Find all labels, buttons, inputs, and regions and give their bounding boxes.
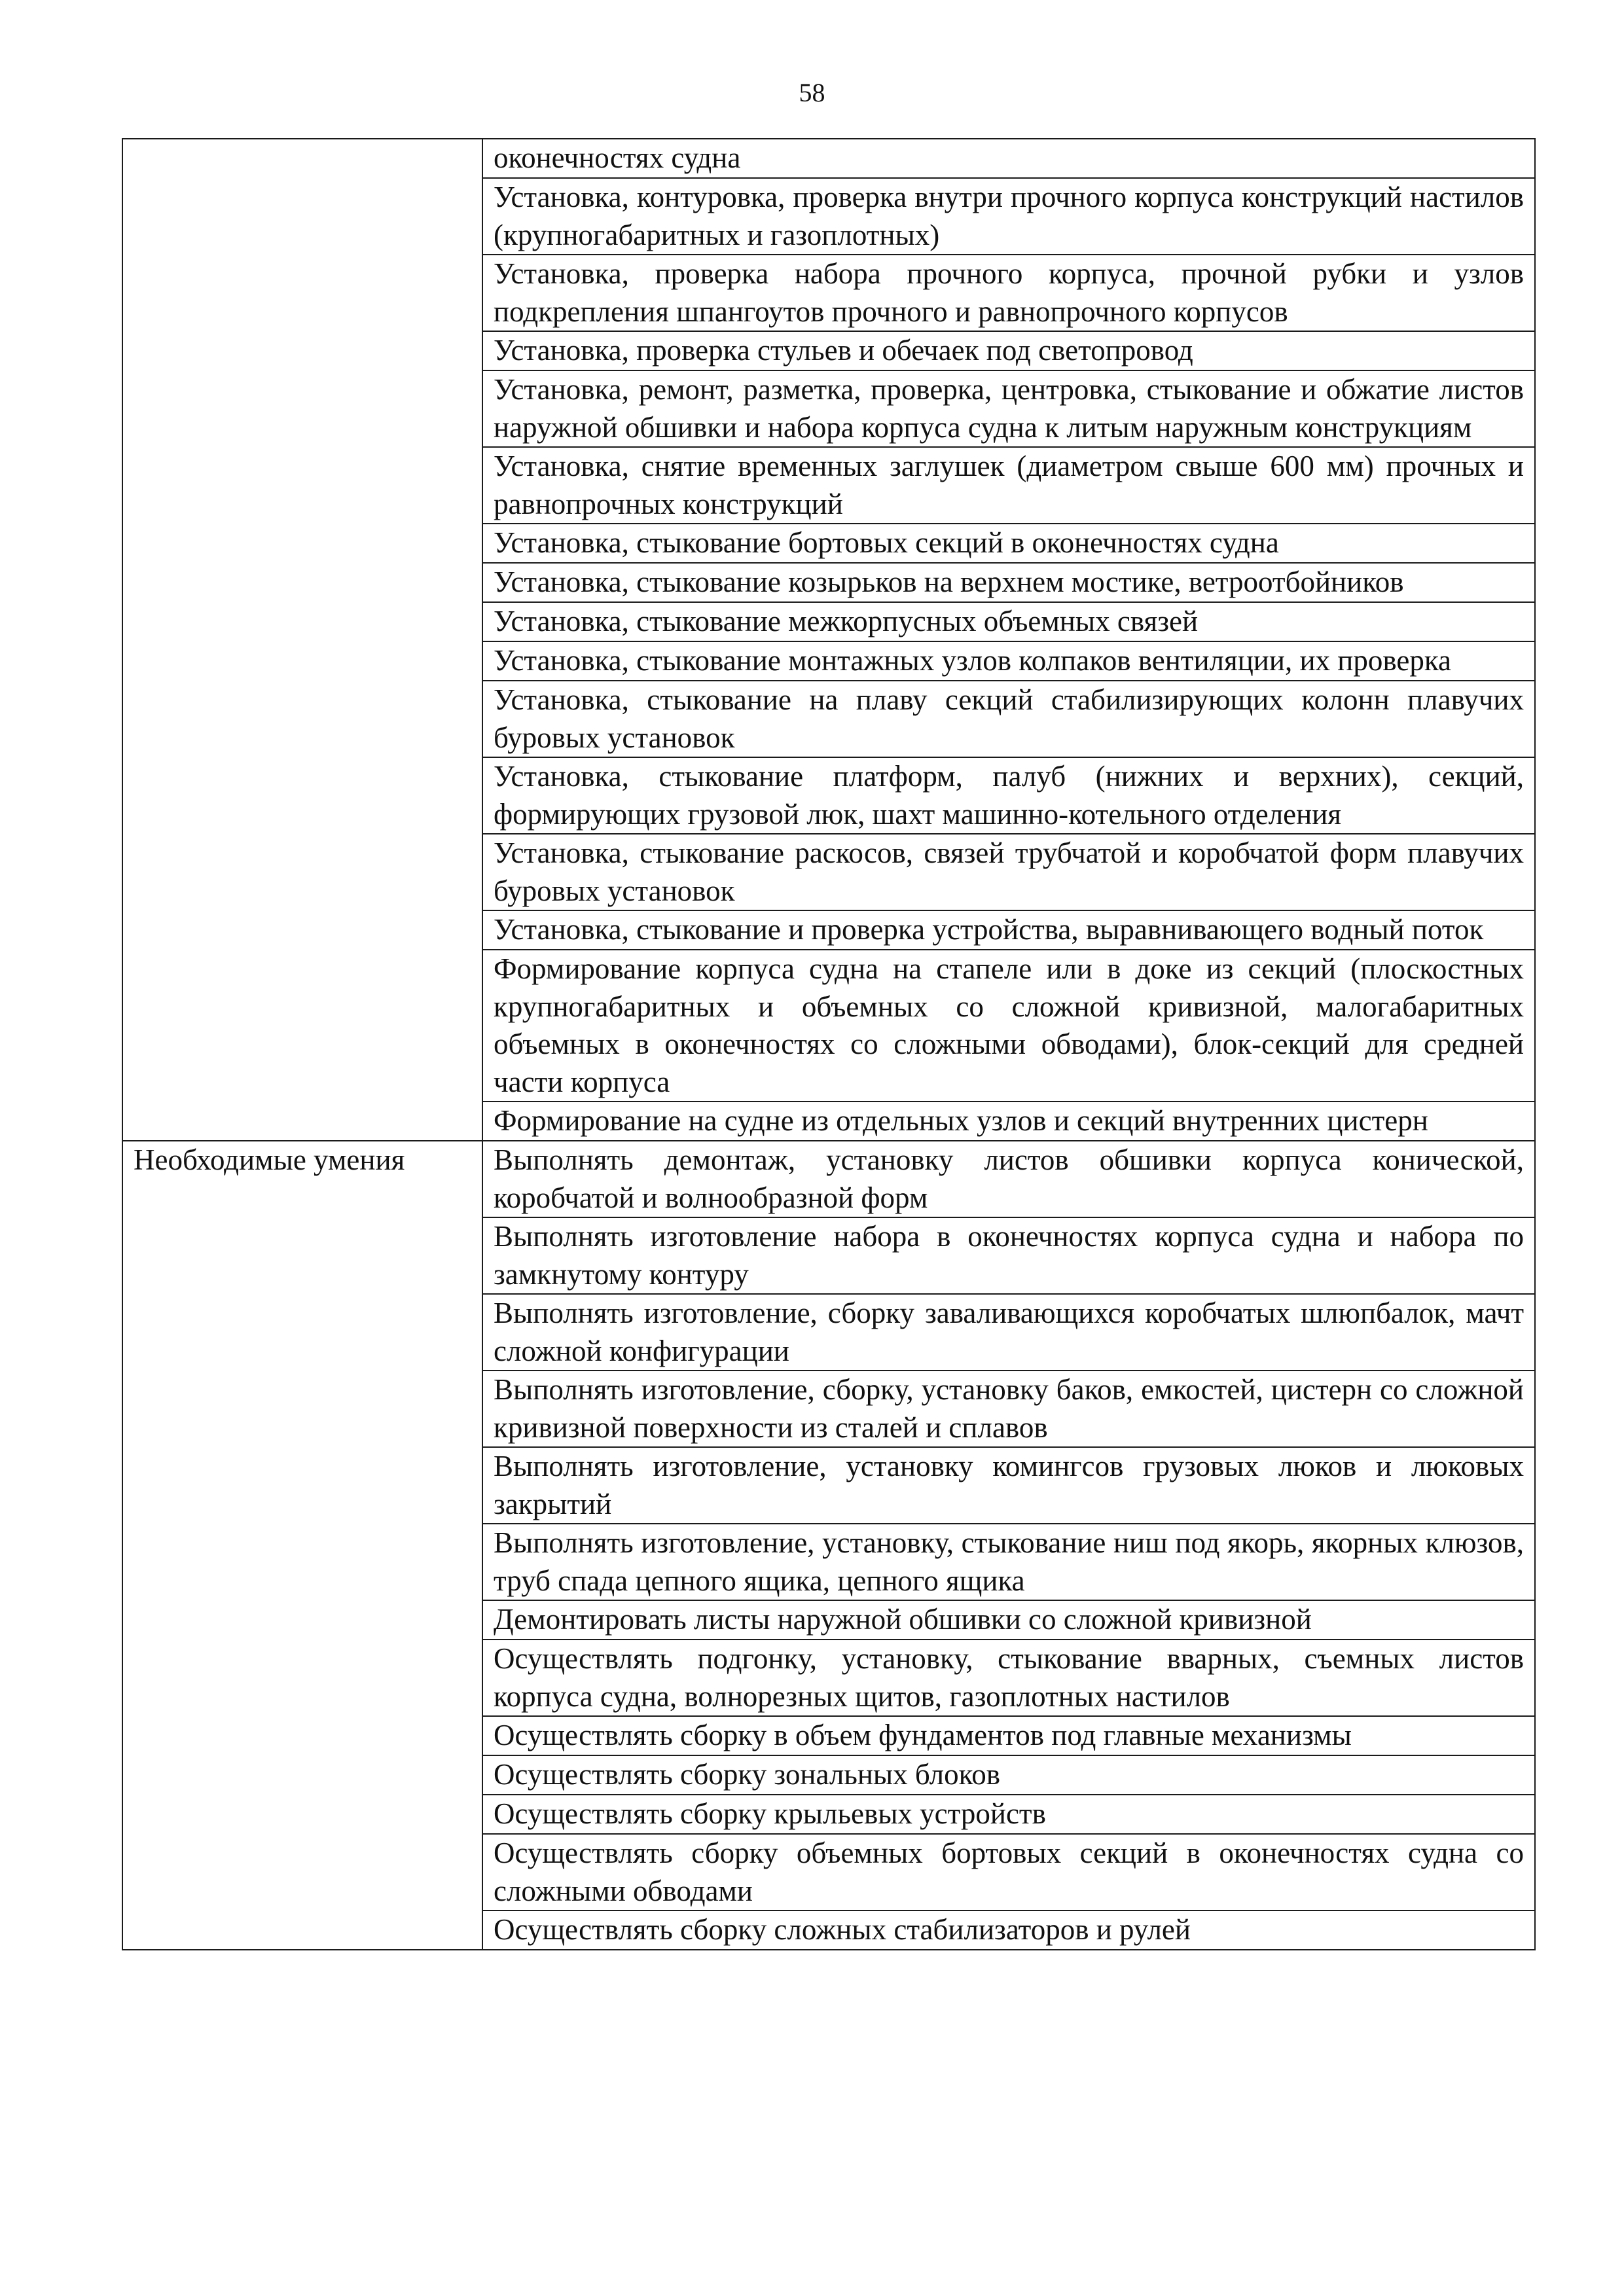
requirement-cell: Установка, стыкование платформ, палуб (нижних и верхних), секций, формирующих грузовой люк, шахт машинно-котельного отделения [482,757,1535,834]
table-row [122,139,1535,178]
requirement-cell: Установка, снятие временных заглушек (диаметром свыше 600 мм) прочных и равнопрочных конструкций [482,447,1535,524]
requirement-cell: Установка, стыкование на плаву секций стабилизирующих колонн плавучих буровых установок [482,681,1535,757]
requirement-cell: Осуществлять сборку объемных бортовых секций в оконечностях судна со сложными обводами [482,1834,1535,1910]
requirement-cell: Выполнять изготовление, сборку, установку баков, емкостей, цистерн со сложной кривизной поверхности из сталей и сплавов [482,1371,1535,1447]
requirement-cell: Установка, проверка стульев и обечаек под светопровод [482,331,1535,370]
requirement-cell: Формирование на судне из отдельных узлов и секций внутренних цистерн [482,1102,1535,1141]
requirement-cell: Установка, стыкование и проверка устройства, выравнивающего водный поток [482,910,1535,950]
requirement-cell: Выполнять демонтаж, установку листов обшивки корпуса конической, коробчатой и волнообразной форм [482,1141,1535,1217]
requirement-cell: Установка, проверка набора прочного корпуса, прочной рубки и узлов подкрепления шпангоутов прочного и равнопрочного корпусов [482,255,1535,331]
table-row [122,1141,1535,1217]
requirement-cell: Выполнять изготовление набора в оконечностях корпуса судна и набора по замкнутому контуру [482,1217,1535,1294]
page-number: 58 [799,78,825,107]
requirement-cell: Установка, стыкование межкорпусных объемных связей [482,602,1535,641]
requirement-cell: Выполнять изготовление, сборку заваливающихся коробчатых шлюпбалок, мачт сложной конфигурации [482,1294,1535,1371]
requirement-cell: Установка, стыкование козырьков на верхнем мостике, ветроотбойников [482,563,1535,602]
requirement-cell: Формирование корпуса судна на стапеле или в доке из секций (плоскостных крупногабаритных и объемных со сложной кривизной, малогабаритных объемных в оконечностях со сложными обводами), блок-секций для средней части корпуса [482,950,1535,1102]
section-label-cell: Необходимые умения [122,1141,482,1950]
requirement-cell: оконечностях судна [482,139,1535,178]
requirement-cell: Демонтировать листы наружной обшивки со сложной кривизной [482,1600,1535,1640]
requirement-cell: Осуществлять сборку в объем фундаментов под главные механизмы [482,1716,1535,1755]
requirement-cell: Осуществлять сборку зональных блоков [482,1755,1535,1795]
requirement-cell: Установка, стыкование раскосов, связей трубчатой и коробчатой форм плавучих буровых установок [482,834,1535,910]
requirement-cell: Осуществлять подгонку, установку, стыкование вварных, съемных листов корпуса судна, волнорезных щитов, газоплотных настилов [482,1640,1535,1716]
requirement-cell: Установка, контуровка, проверка внутри прочного корпуса конструкций настилов (крупногабаритных и газоплотных) [482,178,1535,255]
requirement-cell: Осуществлять сборку крыльевых устройств [482,1795,1535,1834]
requirement-cell: Выполнять изготовление, установку, стыкование ниш под якорь, якорных клюзов, труб спада цепного ящика, цепного ящика [482,1524,1535,1600]
requirement-cell: Установка, стыкование бортовых секций в оконечностях судна [482,524,1535,563]
requirement-cell: Осуществлять сборку сложных стабилизаторов и рулей [482,1910,1535,1950]
requirement-cell: Установка, стыкование монтажных узлов колпаков вентиляции, их проверка [482,641,1535,681]
table-body [122,139,1535,1950]
requirements-table [122,138,1536,1950]
requirement-cell: Установка, ремонт, разметка, проверка, центровка, стыкование и обжатие листов наружной обшивки и набора корпуса судна к литым наружным конструкциям [482,370,1535,447]
section-label-cell [122,139,482,1141]
requirement-cell: Выполнять изготовление, установку комингсов грузовых люков и люковых закрытий [482,1447,1535,1524]
